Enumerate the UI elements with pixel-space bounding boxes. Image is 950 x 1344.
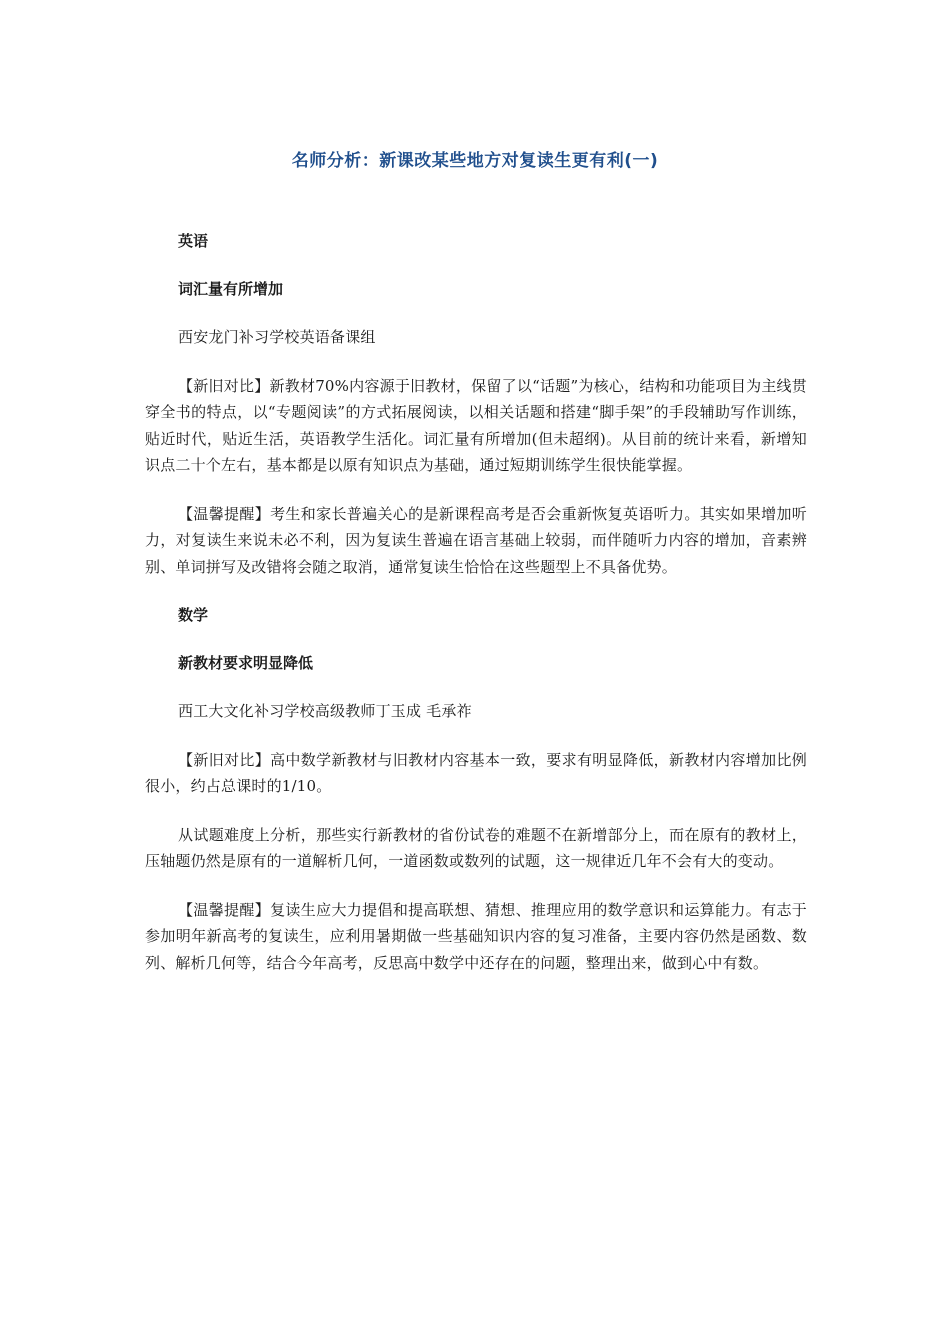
math-subject-heading: 数学 <box>178 606 209 624</box>
math-author: 西工大文化补习学校高级教师丁玉成 毛承祚 <box>178 702 472 720</box>
english-author: 西安龙门补习学校英语备课组 <box>178 328 376 346</box>
document-body <box>145 228 807 998</box>
math-reminder-paragraph: 【温馨提醒】复读生应大力提倡和提高联想、猜想、推理应用的数学意识和运算能力。有志于参加明年新高考的复读生，应利用暑期做一些基础知识内容的复习准备，主要内容仍然是函数、数列、解析几何等，结合今年高考，反思高中数学中还存在的问题，整理出来，做到心中有数。 <box>145 900 807 972</box>
math-analysis-paragraph: 从试题难度上分析，那些实行新教材的省份试卷的难题不在新增部分上，而在原有的教材上，压轴题仍然是原有的一道解析几何，一道函数或数列的试题，这一规律近几年不会有大的变动。 <box>145 825 807 870</box>
english-reminder-paragraph: 【温馨提醒】考生和家长普遍关心的是新课程高考是否会重新恢复英语听力。其实如果增加听力，对复读生来说未必不利，因为复读生普遍在语言基础上较弱，而伴随听力内容的增加，音素辨别、单词拼写及改错将会随之取消，通常复读生恰恰在这些题型上不具备优势。 <box>145 504 807 576</box>
math-section <box>145 602 807 976</box>
english-subject-heading: 英语 <box>178 232 209 250</box>
english-comparison-paragraph: 【新旧对比】新教材70%内容源于旧教材，保留了以“话题”为核心，结构和功能项目为主线贯穿全书的特点，以“专题阅读”的方式拓展阅读，以相关话题和搭建“脚手架”的手段辅助写作训练，贴近时代，贴近生活，英语教学生活化。词汇量有所增加(但未超纲)。从目前的统计来看，新增知识点二十个左右，基本都是以原有知识点为基础，通过短期训练学生很快能掌握。 <box>145 376 807 474</box>
math-subtitle: 新教材要求明显降低 <box>178 654 314 672</box>
english-subtitle: 词汇量有所增加 <box>178 280 284 298</box>
document-title: 名师分析：新课改某些地方对复读生更有利(一) <box>291 151 659 171</box>
english-section <box>145 228 807 580</box>
math-comparison-paragraph: 【新旧对比】高中数学新教材与旧教材内容基本一致，要求有明显降低，新教材内容增加比例很小，约占总课时的1/10。 <box>145 750 807 795</box>
